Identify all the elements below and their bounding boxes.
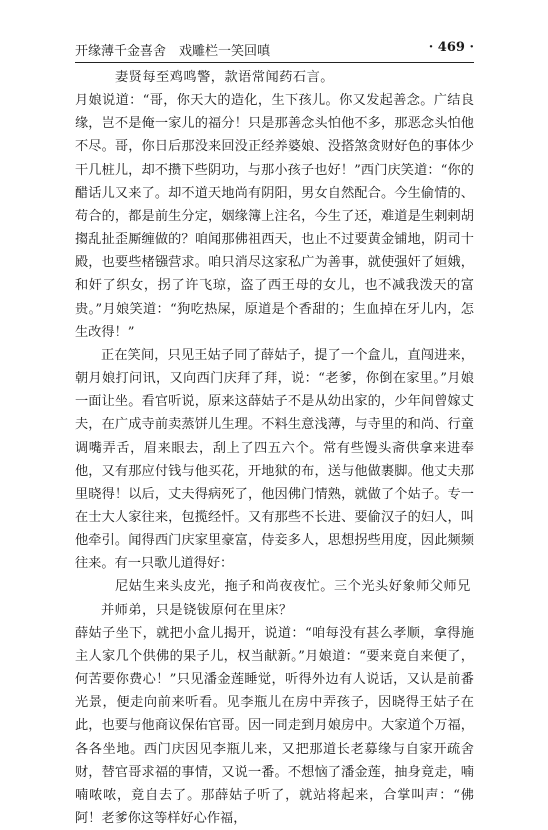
paragraph: 薛姑子坐下，就把小盒儿揭开，说道：“咱每没有甚么孝顺，拿得施主人家几个供佛的果子儿，权当献新。”月娘道：“要来竟自来便了，何苦要你费心！”只见潘金莲睡觉，听得外边有人说话，又认是前番光景，便走向前来听看。见李瓶儿在房中弄孩子，因晓得王姑子在此，也要与他商议保佑官哥。因一同走到月娘房中。大家道个万福，各各坐地。西门庆因见李瓶儿来，又把那道长老募缘与自家开疏舍财，替官哥求福的事情，又说一番。不想恼了潘金莲，抽身竟走，喃喃哝哝，竟自去了。那薛姑子听了，就站将起来，合掌叫声：“佛阿！老爹你这等样好心作福，	[75, 625, 474, 826]
verse-couplet: 妻贤每至鸡鸣警，款语常闻药石言。	[115, 70, 334, 85]
page-number: · 469 ·	[428, 40, 474, 55]
running-header	[75, 38, 474, 63]
verse-line: 并师弟，只是铙钹原何在里床？	[101, 602, 293, 618]
paragraph: 正在笑间，只见王姑子同了薛姑子，提了一个盒儿，直闯进来，朝月娘打问讯，又向西门庆拜了拜，说：“老爹，你倒在家里。”月娘一面让坐。看官听说，原来这薛姑子不是从幼出家的，少年间曾嫁丈夫，在广成寺前卖蒸饼儿生理。不料生意浅薄，与寺里的和尚、行童调嘴弄舌，眉来眼去，刮上了四五六个。常有些馒头斋供拿来进奉他，又有那应付钱与他买花，开地狱的布，送与他做裹脚。他丈夫那里晓得！以后，丈夫得病死了，他因佛门情熟，就做了个姑子。专一在士大人家往来，包揽经忏。又有那些不长进、要偷汉子的妇人，叫他牵引。闻得西门庆家里豪富，侍妾多人，思想拐些用度，因此频频往来。有一只歌儿道得好：	[75, 347, 474, 572]
verse-line: 尼姑生来头皮光，拖子和尚夜夜忙。三个光头好象师父师兄	[115, 579, 471, 595]
running-title: 开缘薄千金喜舍 戏雕栏一笑回嗔	[75, 44, 271, 59]
paragraph: 月娘说道：“哥，你天大的造化，生下孩儿。你又发起善念。广结良缘，岂不是俺一家儿的福分！只是那善念头怕他不多，那恶念头怕他不尽。哥，你日后那没来回没正经养婆娘、没搭煞贪财好色的事体少干几桩儿，却不攒下些阴功，与那小孩子也好！”西门庆笑道：“你的醋话儿又来了。却不道天地尚有阴阳，男女自然配合。今生偷情的、苟合的，都是前生分定，姻缘簿上注名，今生了还，难道是生剌剌胡搊乱扯歪厮缠做的？咱闻那佛祖西天，也止不过要黄金铺地，阴司十殿，也要些楮镪营求。咱只消尽这家私广为善事，就使强奸了姮娥，和奸了织女，拐了许飞琼，盗了西王母的女儿，也不减我泼天的富贵。”月娘笑道：“狗吃热屎，原道是个香甜的；生血掉在牙儿内，怎生改得！”	[75, 93, 474, 340]
text-body	[75, 66, 474, 830]
